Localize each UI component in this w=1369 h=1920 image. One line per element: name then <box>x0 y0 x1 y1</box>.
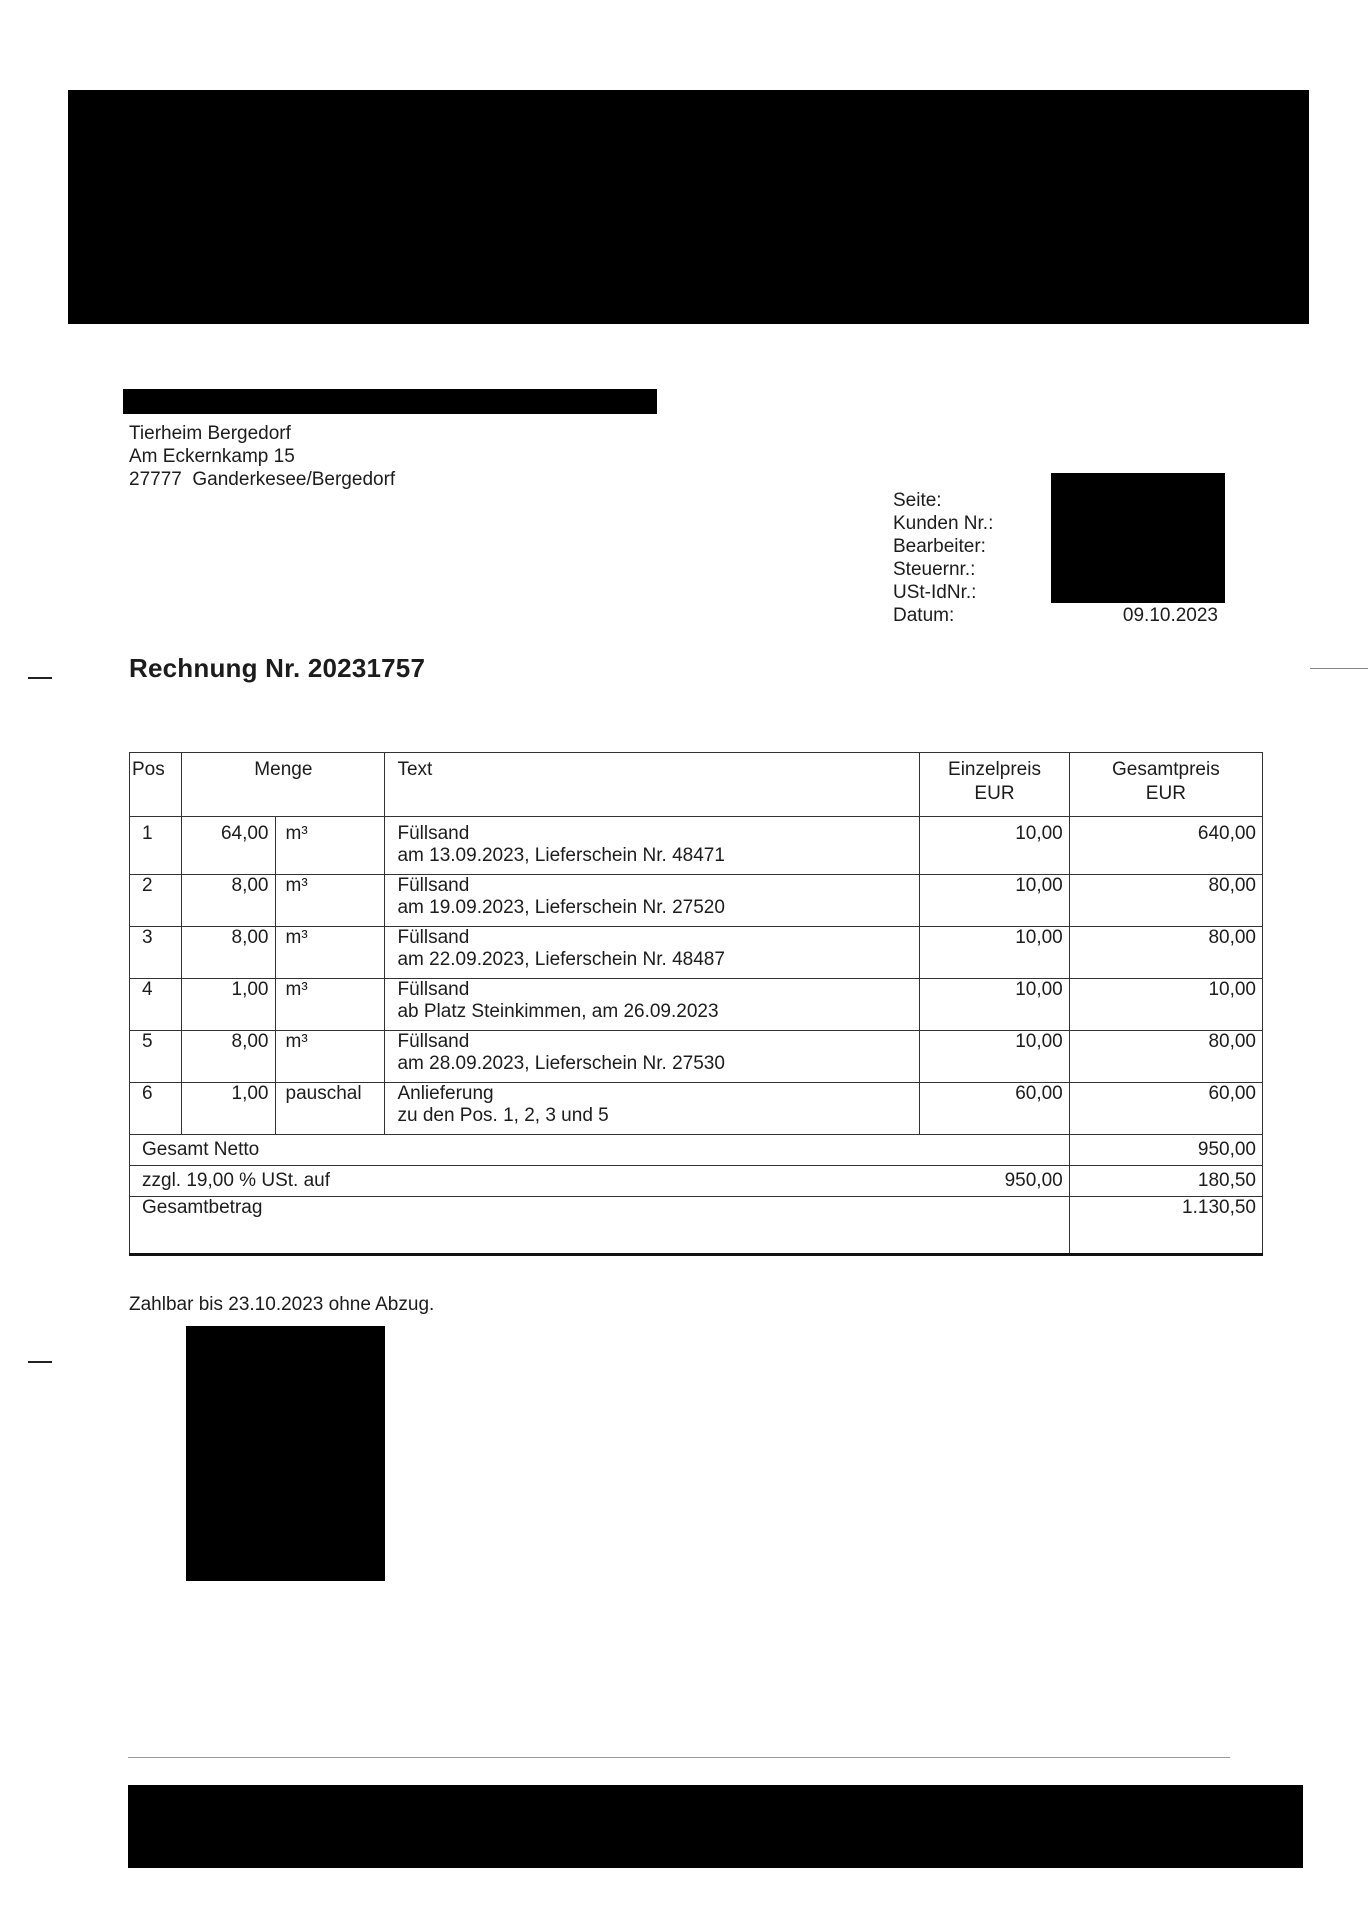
info-label-bearbeiter: Bearbeiter: <box>893 536 986 557</box>
vat-base: 950,00 <box>920 1166 1070 1197</box>
row-unit: m³ <box>275 817 385 875</box>
info-label-seite: Seite: <box>893 490 942 511</box>
netto-label: Gesamt Netto <box>130 1135 1070 1166</box>
row-pos: 2 <box>130 875 182 927</box>
total-label: Gesamtbetrag <box>130 1197 1070 1255</box>
netto-value: 950,00 <box>1069 1135 1262 1166</box>
fold-mark <box>28 677 52 679</box>
redacted-footer <box>128 1785 1303 1868</box>
row-qty: 8,00 <box>182 1031 275 1083</box>
row-text-line1: Füllsand <box>397 1031 470 1052</box>
table-header-row <box>130 753 1263 817</box>
table-row <box>130 1083 1263 1135</box>
table-row <box>130 875 1263 927</box>
redacted-letterhead <box>68 90 1309 324</box>
punch-mark <box>28 1361 52 1363</box>
row-gesamtpreis: 80,00 <box>1069 1031 1262 1083</box>
info-label-steuernr: Steuernr.: <box>893 559 976 580</box>
netto-row <box>130 1135 1263 1166</box>
row-text-line2: ab Platz Steinkimmen, am 26.09.2023 <box>397 1001 719 1022</box>
row-gesamtpreis: 80,00 <box>1069 875 1262 927</box>
row-einzelpreis: 10,00 <box>920 979 1070 1031</box>
row-pos: 5 <box>130 1031 182 1083</box>
row-text-line1: Füllsand <box>397 823 470 844</box>
row-unit: m³ <box>275 1031 385 1083</box>
redacted-signature <box>186 1326 385 1581</box>
invoice-items-table <box>129 752 1263 1256</box>
row-text <box>385 927 920 979</box>
recipient-city: 27777 Ganderkesee/Bergedorf <box>129 469 396 490</box>
row-text <box>385 1031 920 1083</box>
row-gesamtpreis: 10,00 <box>1069 979 1262 1031</box>
row-qty: 8,00 <box>182 927 275 979</box>
row-qty: 1,00 <box>182 1083 275 1135</box>
row-text-line1: Füllsand <box>397 927 470 948</box>
row-pos: 4 <box>130 979 182 1031</box>
row-text-line1: Füllsand <box>397 875 470 896</box>
row-einzelpreis: 10,00 <box>920 1031 1070 1083</box>
vat-label: zzgl. 19,00 % USt. auf <box>130 1166 920 1197</box>
row-pos: 1 <box>130 817 182 875</box>
header-text: Text <box>385 753 920 817</box>
row-text-line2: am 22.09.2023, Lieferschein Nr. 48487 <box>397 949 725 970</box>
row-text-line1: Anlieferung <box>397 1083 494 1104</box>
payment-terms: Zahlbar bis 23.10.2023 ohne Abzug. <box>129 1294 435 1315</box>
row-unit: m³ <box>275 927 385 979</box>
header-einzelpreis-unit: EUR <box>974 783 1015 804</box>
row-qty: 64,00 <box>182 817 275 875</box>
edge-mark <box>1310 668 1368 669</box>
row-gesamtpreis: 80,00 <box>1069 927 1262 979</box>
header-gesamtpreis-label: Gesamtpreis <box>1112 759 1220 780</box>
row-einzelpreis: 10,00 <box>920 817 1070 875</box>
table-row <box>130 927 1263 979</box>
row-text-line2: am 19.09.2023, Lieferschein Nr. 27520 <box>397 897 725 918</box>
row-text <box>385 1083 920 1135</box>
info-label-ust-idnr: USt-IdNr.: <box>893 582 977 603</box>
row-pos: 6 <box>130 1083 182 1135</box>
row-text-line2: zu den Pos. 1, 2, 3 und 5 <box>397 1105 609 1126</box>
invoice-date: 09.10.2023 <box>1122 605 1218 626</box>
row-pos: 3 <box>130 927 182 979</box>
row-unit: m³ <box>275 875 385 927</box>
info-label-kunden-nr: Kunden Nr.: <box>893 513 994 534</box>
row-text <box>385 875 920 927</box>
redacted-sender-line <box>123 389 657 414</box>
redacted-info-values <box>1051 473 1225 603</box>
row-unit: pauschal <box>275 1083 385 1135</box>
table-row <box>130 1031 1263 1083</box>
row-text-line1: Füllsand <box>397 979 470 1000</box>
header-gesamtpreis-unit: EUR <box>1145 783 1186 804</box>
header-einzelpreis <box>920 753 1070 817</box>
row-text <box>385 979 920 1031</box>
row-text-line2: am 28.09.2023, Lieferschein Nr. 27530 <box>397 1053 725 1074</box>
row-qty: 1,00 <box>182 979 275 1031</box>
row-text-line2: am 13.09.2023, Lieferschein Nr. 48471 <box>397 845 725 866</box>
row-unit: m³ <box>275 979 385 1031</box>
total-row <box>130 1197 1263 1255</box>
table-row <box>130 979 1263 1031</box>
invoice-title: Rechnung Nr. 20231757 <box>129 653 426 683</box>
table-row <box>130 817 1263 875</box>
row-gesamtpreis: 60,00 <box>1069 1083 1262 1135</box>
header-pos: Pos <box>130 753 182 817</box>
info-label-datum: Datum: <box>893 605 955 626</box>
recipient-street: Am Eckernkamp 15 <box>129 446 295 467</box>
footer-divider <box>128 1757 1230 1758</box>
row-qty: 8,00 <box>182 875 275 927</box>
row-einzelpreis: 10,00 <box>920 927 1070 979</box>
header-gesamtpreis <box>1069 753 1262 817</box>
recipient-address <box>129 422 395 491</box>
total-value: 1.130,50 <box>1069 1197 1262 1255</box>
header-menge: Menge <box>182 753 385 817</box>
row-text <box>385 817 920 875</box>
vat-row <box>130 1166 1263 1197</box>
invoice-info-labels <box>893 489 993 627</box>
row-gesamtpreis: 640,00 <box>1069 817 1262 875</box>
vat-value: 180,50 <box>1069 1166 1262 1197</box>
header-einzelpreis-label: Einzelpreis <box>948 759 1041 780</box>
row-einzelpreis: 60,00 <box>920 1083 1070 1135</box>
recipient-name: Tierheim Bergedorf <box>129 423 291 444</box>
row-einzelpreis: 10,00 <box>920 875 1070 927</box>
